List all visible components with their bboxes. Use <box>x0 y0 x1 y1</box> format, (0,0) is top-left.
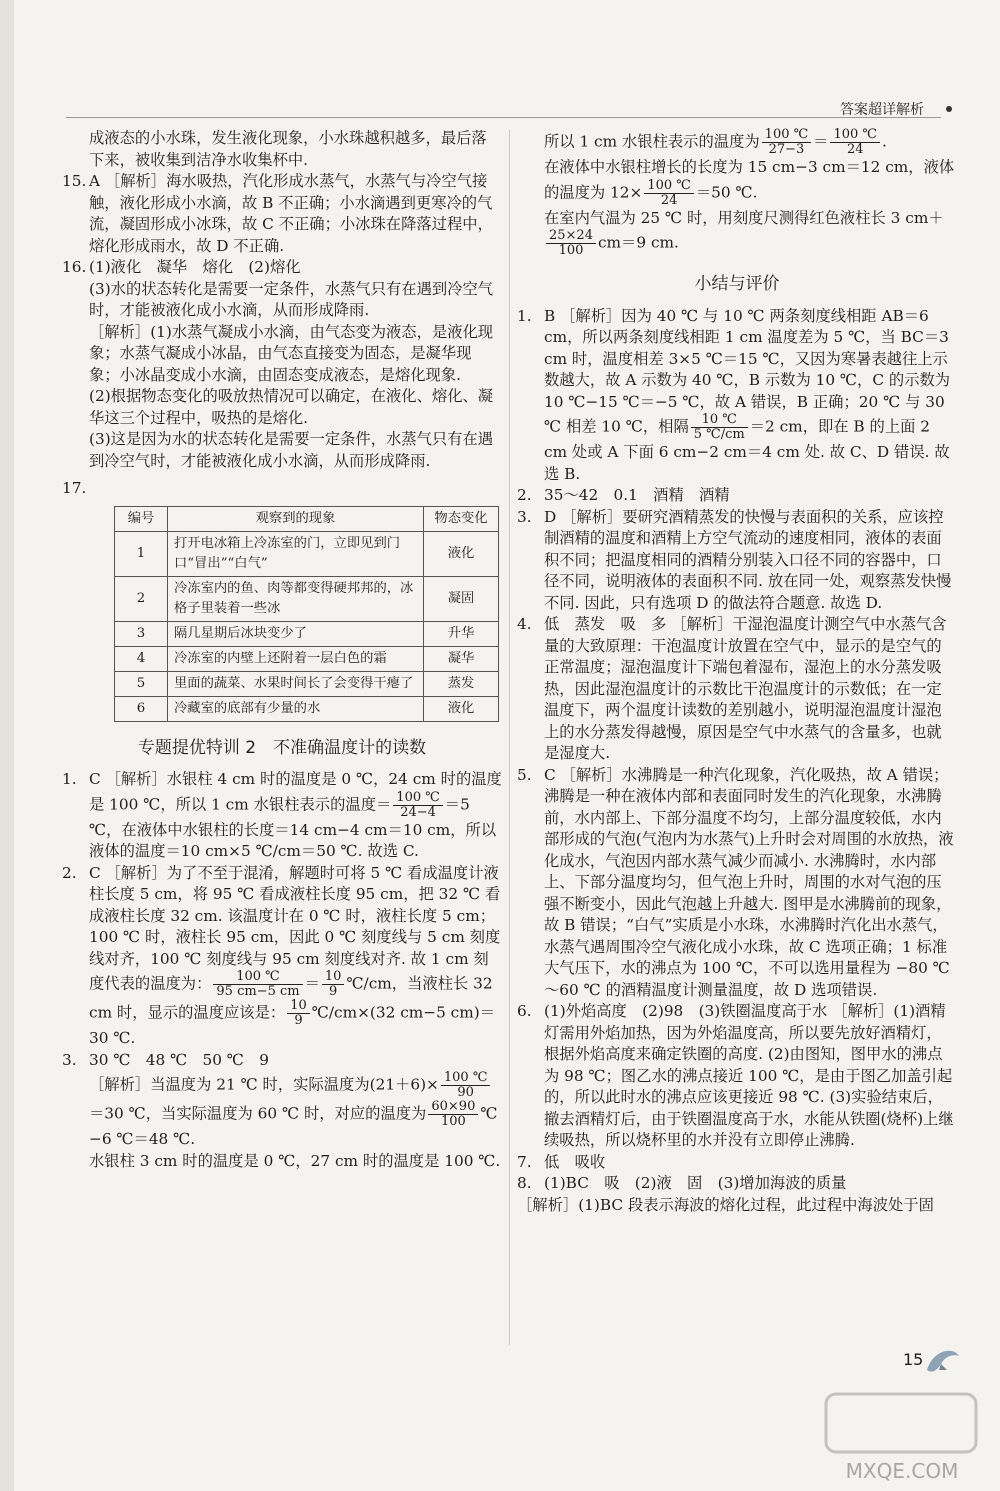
table-cell: 升华 <box>424 621 499 646</box>
table-cell: 6 <box>115 696 168 721</box>
numerator: 100 ℃ <box>644 179 694 194</box>
answer-text: (1)BC 吸 (2)液 固 (3)增加海波的质量 <box>544 1174 847 1192</box>
answer-text: 低 蒸发 吸 多 ［解析］干湿泡温度计测空气中水蒸气含量的大致原理：干泡温度计放置在空气中，显示的是空气的正常温度；湿泡温度计下端包着湿布，湿泡上的水分蒸发吸热，因此湿泡温度计的示数比干泡温度计的示数低；在一定温度下，两个温度计读数的差别越小，说明湿泡温度计湿泡上的水分蒸发得越慢，原因是空气中水蒸气的含量多，也就是湿度大. <box>544 615 947 762</box>
table-header-row <box>115 506 499 531</box>
answer-text: C ［解析］水沸腾是一种汽化现象，汽化吸热，故 A 错误；沸腾是一种在液体内部和表面同时发生的汽化现象，水沸腾前，水内部上、下部分温度不均匀，上部分温度较低，水内部形成的气泡(气泡内为水蒸气)上升时会对周围的水放热，液化成水，气泡因内部水蒸气减少而减小. 水沸腾时，水内部上、下部分温度均匀，但气泡上升时，周围的水对气泡的压强不断变小，因此气泡越上升越大. 图甲是水沸腾前的现象，故 B 错误；“白气”实质是小水珠，水沸腾时汽化出水蒸气，水蒸气遇周围冷空气液化成小水珠，故 C 选项正确；1 标准大气压下，水的沸点为 100 ℃，不可以选用量程为 −80 ℃～60 ℃ 的酒精温度计测量温度，故 D 选项错误. <box>544 765 954 999</box>
review-5 <box>517 765 957 1002</box>
question-number: 17. <box>62 479 87 497</box>
denominator: 95 cm−5 cm <box>216 984 300 999</box>
fraction <box>830 128 880 157</box>
numerator: 10 <box>287 999 310 1014</box>
table-cell: 凝固 <box>424 576 499 621</box>
table-row <box>115 671 499 696</box>
section-title: 专题提优特训 2 不准确温度计的读数 <box>137 737 427 758</box>
numerator: 25×24 <box>546 229 596 244</box>
table-cell: 2 <box>115 576 168 621</box>
answer-text: B ［解析］因为 40 ℃ 与 10 ℃ 两条刻度线相距 AB＝6 cm，所以两条刻度线相距 1 cm 温度差为 5 ℃，当 BC＝3 cm 时，温度相差 3×5 ℃＝15 ℃，又因为寒暑表越往上示数越大，故 A 示数为 40 ℃，B 示数为 10 ℃，C 的示数为 10 ℃−15 ℃＝−5 ℃，故 A 错误，B 正确；20 ℃ 与 30 ℃ 相差 10 ℃，相隔 <box>544 306 951 436</box>
page-edge-shadow <box>0 0 14 1491</box>
denominator: 24 <box>846 142 864 157</box>
question-15 <box>62 171 502 257</box>
answer-line: (1)液化 凝华 熔化 (2)熔化 <box>89 258 301 276</box>
denominator: 100 <box>440 1114 466 1129</box>
answer-text: 低 吸收 <box>544 1152 606 1171</box>
explanation-line: (2)根据物态变化的吸放热情况可以确定，在液化、熔化、凝华这三个过程中，吸热的是熔化. <box>89 387 494 427</box>
table-row <box>115 531 499 576</box>
fraction <box>644 179 694 208</box>
table-cell: 液化 <box>424 531 499 576</box>
fraction <box>546 229 596 258</box>
numerator: 100 ℃ <box>762 128 812 143</box>
review-1 <box>517 306 957 486</box>
review-6 <box>517 1001 957 1152</box>
fraction <box>428 1100 478 1129</box>
continued-line <box>517 208 957 259</box>
equals-sign: ＝ <box>813 132 829 151</box>
explanation-line: (3)这是因为水的状态转化是需要一定条件，水蒸气只有在遇到冷空气时，才能被液化成小水滴，从而形成降雨. <box>89 430 494 470</box>
question-number: 1. <box>62 770 77 788</box>
section-title: 小结与评价 <box>694 274 780 294</box>
table-row <box>115 646 499 671</box>
answer-text: 在液体中水银柱增长的长度为 15 cm−3 cm＝12 cm，液体的温度为 12× <box>544 158 955 201</box>
answer-text: ＝5 ℃，在液体中水银柱的长度＝14 cm−4 cm＝10 cm，所以液体的温度＝10 cm×5 ℃/cm＝50 ℃. 故选 C. <box>89 795 497 860</box>
answer-text: C ［解析］为了不至于混淆，解题时可将 5 ℃ 看成温度计液柱长度 5 cm，将 95 ℃ 看成液柱长度 95 cm，把 32 ℃ 看成液柱长度 32 cm. 该温度计在 0 ℃ 时，液柱长度 5 cm；100 ℃ 时，液柱长 95 cm，因此 0 ℃ 刻度线与 5 cm 刻度线对齐，100 ℃ 刻度线与 95 cm 刻度线对齐. 故 1 cm 刻度代表的温度为： <box>89 863 501 993</box>
denominator: 24 <box>660 192 678 208</box>
header-label: 答案超详解析 <box>840 102 924 118</box>
answer-text: 在室内气温为 25 ℃ 时，用刻度尺测得红色液柱长 3 cm＋ <box>544 208 944 227</box>
table-cell: 打开电冰箱上冷冻室的门，立即见到门口“冒出”“白气” <box>168 531 424 576</box>
numerator: 100 ℃ <box>830 128 880 143</box>
answer-text: cm＝9 cm. <box>597 233 679 252</box>
question-number: 5. <box>517 765 532 784</box>
numerator: 100 ℃ <box>213 970 302 985</box>
table-cell: 蒸发 <box>424 671 499 696</box>
answer-text: 30 ℃ 48 ℃ 50 ℃ 9 <box>89 1050 269 1069</box>
column-divider <box>509 130 510 1345</box>
table-header: 物态变化 <box>424 506 499 531</box>
review-4 <box>517 614 957 765</box>
fraction <box>287 999 310 1028</box>
answer-text: C ［解析］水银柱 4 cm 时的温度是 0 ℃，24 cm 时的温度是 100 ℃，所以 1 cm 水银柱表示的温度＝ <box>89 770 502 813</box>
table-header: 观察到的现象 <box>168 506 424 531</box>
answer-text: (1)外焰高度 (2)98 (3)铁圈温度高于水 ［解析］(1)酒精灯需用外焰加热，因为外焰温度高，所以要先放好酒精灯，根据外焰高度来确定铁圈的高度. (2)由图知，图甲水的沸点为 98 ℃；图乙水的沸点接近 100 ℃，是由于图乙加盖引起的，所以此时水的沸点应该更接近 98 ℃. (3)实验结束后，撤去酒精灯后，由于铁圈温度高于水，水能从铁圈(烧杯)上继续吸热，所以烧杯里的水并没有立即停止沸腾. <box>544 1002 954 1149</box>
question-number: 8. <box>517 1174 532 1192</box>
denominator: 9 <box>329 984 338 999</box>
table-cell: 5 <box>115 671 168 696</box>
fraction <box>393 791 443 820</box>
answer-text: ［解析］当温度为 21 ℃ 时，实际温度为(21＋6)× <box>89 1075 439 1094</box>
watermark-logo <box>818 1386 988 1486</box>
numerator: 60×90 <box>428 1100 478 1115</box>
table-row <box>115 696 499 721</box>
question-number: 6. <box>517 1002 532 1020</box>
question-16 <box>62 257 502 472</box>
answer-text: ℃/cm，当液柱长 32 cm 时，显示的温度应该是： <box>89 974 493 1022</box>
table-cell: 液化 <box>424 696 499 721</box>
answer-text: ＝30 ℃，当实际温度为 60 ℃ 时，对应的温度为 <box>89 1104 427 1123</box>
explanation-line: ［解析］(1)BC 段表示海波的熔化过程，此过程中海波处于固 <box>517 1195 934 1214</box>
numerator: 10 ℃ <box>691 413 748 428</box>
answer-text: ＝50 ℃. <box>695 183 758 201</box>
table-cell: 4 <box>115 646 168 671</box>
table-row <box>115 576 499 621</box>
observation-table <box>114 506 499 722</box>
answer-text: ℃−6 ℃＝48 ℃. <box>89 1104 498 1148</box>
continued-line <box>517 157 957 208</box>
denominator: 5 ℃/cm <box>693 427 745 442</box>
explanation-line: ［解析］(1)水蒸气凝成小水滴，由气态变为液态，是液化现象；水蒸气凝成小冰晶，由气态直接变为固态，是凝华现象；小冰晶变成小水滴，由固态变成液态，是熔化现象. <box>89 322 494 384</box>
answer-text: A ［解析］海水吸热，汽化形成水蒸气，水蒸气与冷空气接触，液化形成小水滴，故 B 不正确；小水滴遇到更寒冷的气流，凝固形成小冰珠，故 C 不正确；小冰珠在降落过程中，熔化形成雨水，故 D 不正确. <box>89 172 493 255</box>
answer-3 <box>62 1050 502 1072</box>
denominator: 90 <box>457 1085 474 1100</box>
answer-text: 所以 1 cm 水银柱表示的温度为 <box>544 132 760 151</box>
question-number: 16. <box>62 258 87 276</box>
review-7 <box>517 1152 957 1174</box>
answer-text: ＝2 cm，即在 B 的上面 2 cm 处或 A 下面 6 cm−2 cm＝4 cm 处. 故 C、D 错误. 故选 B. <box>544 417 950 483</box>
answer-text: 35～42 0.1 酒精 酒精 <box>544 486 730 504</box>
left-column <box>62 128 502 1172</box>
question-17 <box>62 478 502 500</box>
table-row <box>115 621 499 646</box>
fraction <box>213 970 302 999</box>
question-number: 15. <box>62 172 87 190</box>
fraction <box>762 128 812 157</box>
answer-text: 水银柱 3 cm 时的温度是 0 ℃，27 cm 时的温度是 100 ℃. <box>89 1151 501 1170</box>
review-2 <box>517 485 957 507</box>
question-number: 7. <box>517 1152 532 1171</box>
answer-text: ℃/cm×(32 cm−5 cm)＝30 ℃. <box>89 1003 496 1047</box>
numerator: 100 ℃ <box>393 791 443 806</box>
question-number: 4. <box>517 615 532 633</box>
dolphin-logo-icon <box>923 1340 963 1384</box>
review-8 <box>517 1173 957 1195</box>
numerator: 100 ℃ <box>441 1071 491 1086</box>
answer-text: D ［解析］要研究酒精蒸发的快慢与表面积的关系，应该控制酒精的温度和酒精上方空气流动的速度相同，液体的表面积不同；把温度相同的酒精分别装入口径不同的容器中，口径不同，说明液体的表面积不同. 放在同一处，观察蒸发快慢不同. 因此，只有选项 D 的做法符合题意. 故选 D. <box>544 507 952 612</box>
numerator: 10 <box>322 970 345 985</box>
header-dot <box>946 106 952 112</box>
right-column <box>517 128 957 1216</box>
table-cell: 凝华 <box>424 646 499 671</box>
denominator: 27−3 <box>768 142 805 157</box>
watermark-text: MXQE.COM <box>845 1459 959 1483</box>
fraction <box>441 1071 491 1100</box>
table-cell: 冷冻室内的鱼、肉等都变得硬邦邦的，冰格子里装着一些冰 <box>168 576 424 621</box>
table-cell: 冷冻室的内壁上还附着一层白色的霜 <box>168 646 424 671</box>
page-number: 15 <box>903 1350 924 1369</box>
table-header: 编号 <box>115 506 168 531</box>
fraction <box>691 413 748 442</box>
table-cell: 3 <box>115 621 168 646</box>
denominator: 9 <box>294 1013 303 1028</box>
fraction <box>322 970 345 999</box>
header-rule <box>66 117 941 118</box>
denominator: 24−4 <box>400 804 436 820</box>
answer-text: . <box>881 132 887 151</box>
question-number: 2. <box>517 486 532 504</box>
continued-line <box>517 128 957 157</box>
table-cell: 1 <box>115 531 168 576</box>
question-number: 2. <box>62 863 77 882</box>
question-number: 1. <box>517 306 532 325</box>
paragraph: 成液态的小水珠，发生液化现象，小水珠越积越多，最后落下来，被收集到洁净水收集杯中. <box>89 129 487 169</box>
question-number: 3. <box>517 507 532 526</box>
answer-line: (3)水的状态转化是需要一定条件，水蒸气只有在遇到冷空气时，才能被液化成小水滴，从而形成降雨. <box>89 279 494 319</box>
question-number: 3. <box>62 1050 77 1069</box>
review-3 <box>517 507 957 615</box>
denominator: 100 <box>558 243 584 258</box>
explanation <box>62 1071 502 1151</box>
answer-1 <box>62 769 502 863</box>
answer-2: 2. C ［解析］为了不至于混淆，解题时可将 5 ℃ 看成温度计液柱长度 5 cm，将 95 ℃ 看成液柱长度 95 cm，把 32 ℃ 看成液柱长度 32 cm. 该温度计在 0 ℃ 时，液柱长度 5 cm；100 ℃ 时，液柱长 95 cm，因此 0 ℃ 刻度线与 5 cm 刻度线对齐，100 ℃ 刻度线与 95 cm 刻度线对齐. 故 1 cm 刻度代表的温度为： $\frac{100 ℃}{95 cm-5 cm}$ ＝ $\frac{10}{9}$ ℃/cm，当液柱长 32 cm 时，显示的温度应该是： $\frac{10}{9}$ ℃/cm×(32 cm−5 cm)＝30 ℃. <box>62 863 502 1050</box>
table-cell: 隔几星期后冰块变少了 <box>168 621 424 646</box>
table-cell: 里面的蔬菜、水果时间长了会变得干瘪了 <box>168 671 424 696</box>
table-cell: 冷藏室的底部有少量的水 <box>168 696 424 721</box>
